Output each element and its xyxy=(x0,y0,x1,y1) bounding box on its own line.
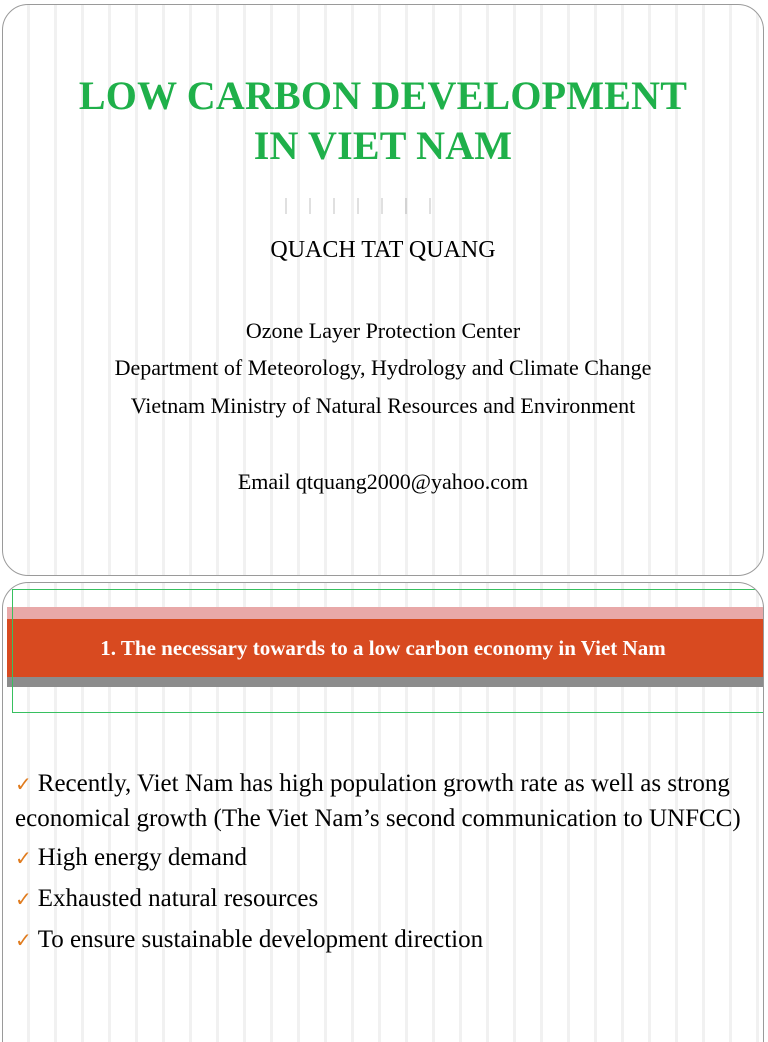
list-item: ✓ High energy demand xyxy=(15,844,247,871)
check-icon: ✓ xyxy=(15,848,32,870)
content-slide xyxy=(2,582,764,1042)
slide-title-line-2: IN VIET NAM xyxy=(253,123,513,168)
author-email: Email qtquang2000@yahoo.com xyxy=(237,469,529,494)
org-line-center: Ozone Layer Protection Center xyxy=(245,318,521,343)
check-icon: ✓ xyxy=(15,889,32,911)
author-name: QUACH TAT QUANG xyxy=(270,237,496,263)
slide-title-line-1: LOW CARBON DEVELOPMENT xyxy=(78,73,688,118)
section-heading: 1. The necessary towards to a low carbon economy in Viet Nam xyxy=(100,636,666,660)
decorative-marks xyxy=(285,198,485,216)
bullet-list xyxy=(15,767,755,964)
org-line-department: Department of Meteorology, Hydrology and Climate Change xyxy=(114,355,652,380)
title-slide xyxy=(2,4,764,576)
check-icon: ✓ xyxy=(15,930,32,952)
list-item: ✓ To ensure sustainable development direction xyxy=(15,926,484,953)
list-item: ✓ Recently, Viet Nam has high population growth rate as well as strong economical growth (The Viet Nam’s second communication to UNFCC) xyxy=(15,770,741,832)
header-frame xyxy=(12,589,764,713)
list-item: ✓ Exhausted natural resources xyxy=(15,885,319,912)
check-icon: ✓ xyxy=(15,774,32,796)
org-line-ministry: Vietnam Ministry of Natural Resources and Environment xyxy=(130,393,636,418)
slide-title xyxy=(3,71,763,171)
